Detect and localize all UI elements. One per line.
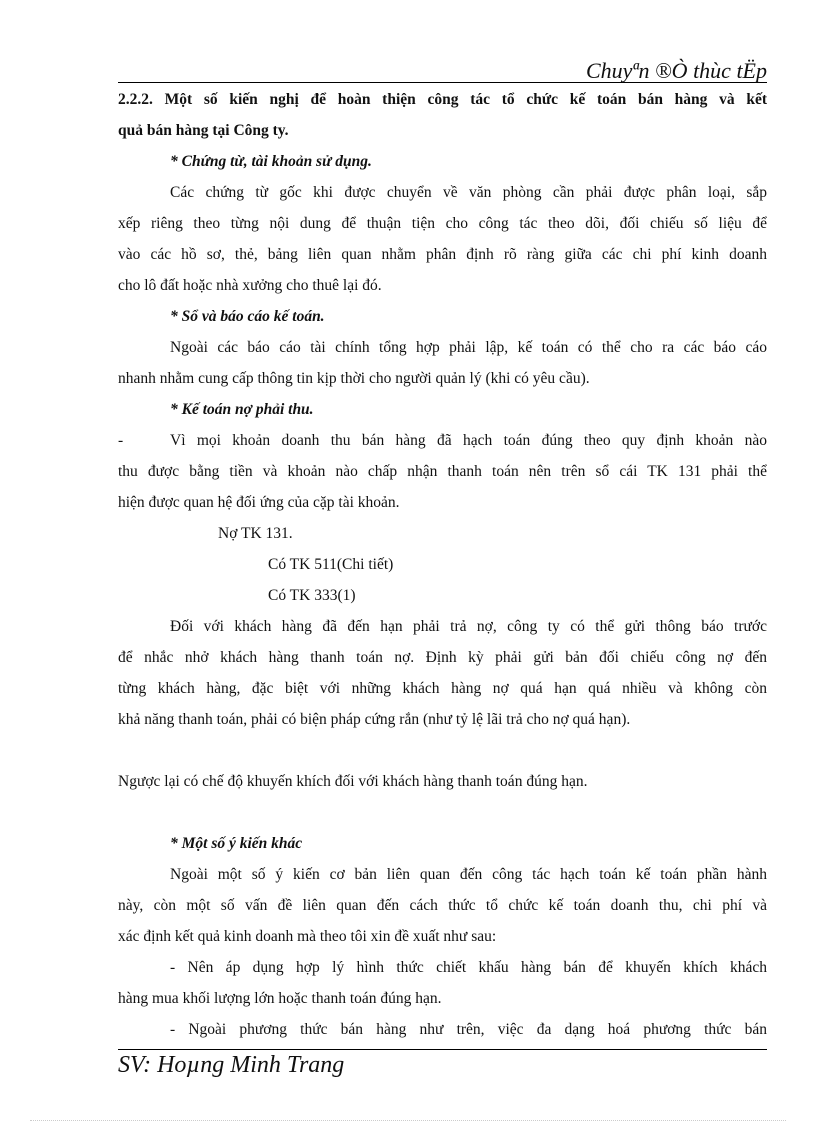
page-footer	[118, 1049, 767, 1078]
spacer	[118, 797, 767, 828]
section-title-receivables: * Kế toán nợ phải thu.	[170, 401, 314, 418]
paragraph-line: Ngoài các báo cáo tài chính tổng hợp phải lập, kế toán có thể cho ra các báo cáo	[170, 339, 767, 356]
section-title-documents: * Chứng từ, tài khoản sử dụng.	[170, 153, 372, 170]
entry-credit-2: Có TK 333(1)	[268, 587, 356, 604]
page-bottom-border	[30, 1120, 786, 1121]
heading-line-1: 2.2.2. Một số kiến nghị để hoàn thiện công tác tổ chức kế toán bán hàng và kết	[118, 91, 767, 108]
paragraph-line: khả năng thanh toán, phải có biện pháp cứng rắn (như tỷ lệ lãi trả cho nợ quá hạn).	[118, 711, 631, 728]
paragraph-line: Các chứng từ gốc khi được chuyển về văn phòng cần phải được phân loại, sắp	[170, 184, 767, 201]
header-title: Chuyªn ®Ò thùc tËp	[585, 58, 767, 83]
paragraph-line: cho lô đất hoặc nhà xưởng cho thuê lại đó.	[118, 277, 382, 294]
paragraph-line: hiện được quan hệ đối ứng của cặp tài khoản.	[118, 494, 400, 511]
dash-marker: -	[118, 432, 124, 449]
paragraph-line: Đối với khách hàng đã đến hạn phải trả nợ, công ty có thể gửi thông báo trước	[170, 618, 767, 635]
paragraph-line: này, còn một số vấn đề liên quan đến cách thức tổ chức kế toán doanh thu, chi phí và	[118, 897, 767, 914]
bullet-line: - Nên áp dụng hợp lý hình thức chiết khấu hàng bán để khuyến khích khách	[170, 959, 767, 976]
paragraph-line: xếp riêng theo từng nội dung để thuận tiện cho công tác theo dõi, đối chiếu số liệu để	[118, 215, 767, 232]
paragraph-text: Vì mọi khoản doanh thu bán hàng đã hạch toán đúng theo quy định khoản nào	[170, 432, 767, 449]
paragraph-line: xác định kết quả kinh doanh mà theo tôi xin đề xuất như sau:	[118, 928, 497, 945]
dash-paragraph-line	[118, 425, 767, 456]
paragraph-line: vào các hồ sơ, thẻ, bảng liên quan nhằm phân định rõ ràng giữa các chi phí kinh doanh	[118, 246, 767, 263]
section-title-other: * Một số ý kiến khác	[170, 835, 303, 852]
paragraph-line: thu được bằng tiền và khoản nào chấp nhận thanh toán nên trên sổ cái TK 131 phải thể	[118, 463, 767, 480]
entry-credit-1: Có TK 511(Chi tiết)	[268, 556, 394, 573]
heading-line-2: quả bán hàng tại Công ty.	[118, 122, 289, 139]
bullet-line: hàng mua khối lượng lớn hoặc thanh toán đúng hạn.	[118, 990, 442, 1007]
section-title-books: * Sổ và báo cáo kế toán.	[170, 308, 325, 325]
bullet-line: - Ngoài phương thức bán hàng như trên, việc đa dạng hoá phương thức bán	[170, 1021, 767, 1038]
entry-debit: Nợ TK 131.	[218, 525, 293, 542]
paragraph-line: để nhắc nhở khách hàng thanh toán nợ. Định kỳ phải gửi bản đối chiếu công nợ đến	[118, 649, 767, 666]
paragraph-line: Ngoài một số ý kiến cơ bản liên quan đến công tác hạch toán kế toán phần hành	[170, 866, 767, 883]
paragraph-line: Ngược lại có chế độ khuyến khích đối với khách hàng thanh toán đúng hạn.	[118, 773, 588, 790]
paragraph-line: từng khách hàng, đặc biệt với những khách hàng nợ quá hạn quá nhiều và không còn	[118, 680, 767, 697]
page-header	[118, 56, 767, 83]
footer-author: SV: Hoµng Minh Trang	[118, 1052, 345, 1078]
document-body	[118, 84, 767, 1045]
paragraph-line: nhanh nhằm cung cấp thông tin kịp thời cho người quản lý (khi có yêu cầu).	[118, 370, 590, 387]
spacer	[118, 735, 767, 766]
